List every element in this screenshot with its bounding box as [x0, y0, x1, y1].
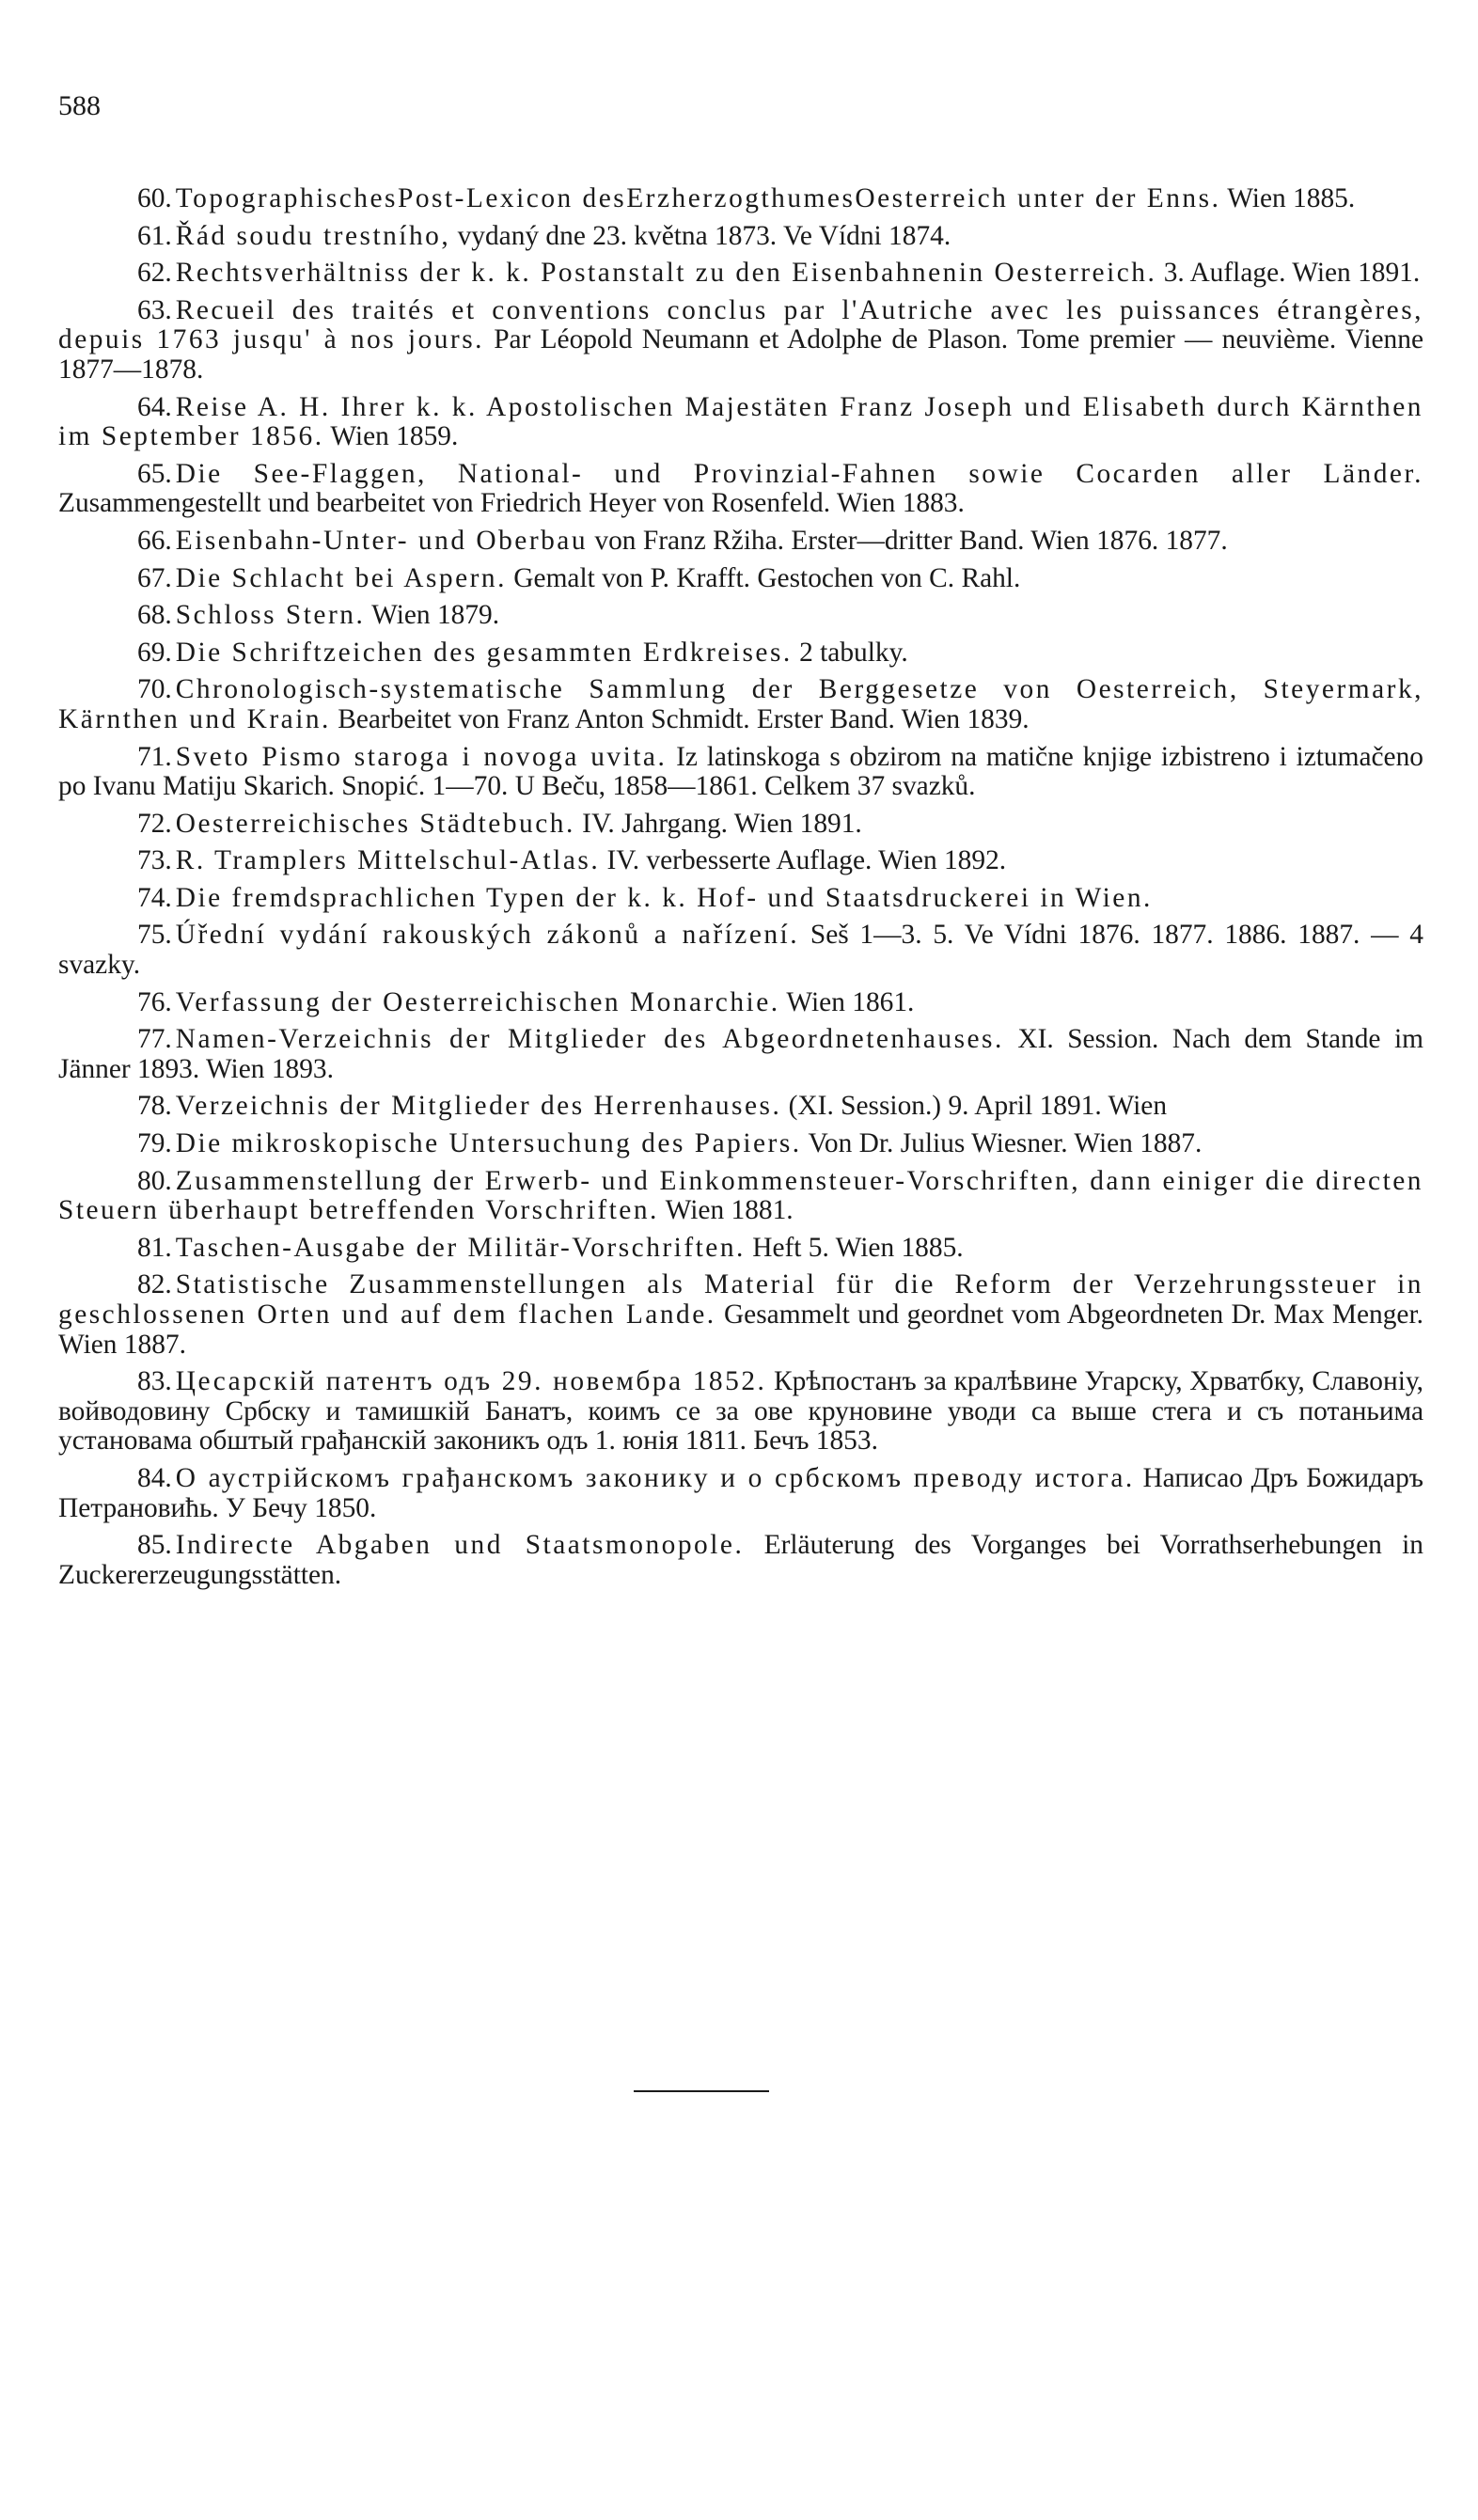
entry-title: Řád soudu trestního,	[175, 220, 451, 251]
entry-number: 60.	[137, 183, 172, 213]
entry-details: Erläuterung des Vorganges bei Vorrathserhebungen in Zuckererzeugungsstätten.	[58, 1530, 1423, 1590]
entry-details: Gesammelt und geordnet vom Abgeordneten Dr. Max Menger. Wien 1887.	[58, 1299, 1423, 1360]
entry-title: TopographischesPost-Lexicon desErzherzogthumesOesterreich unter der Enns.	[175, 183, 1221, 213]
entry-title: Die See-Flaggen, National- und Provinzial-Fahnen sowie Cocarden aller Länder.	[175, 458, 1423, 489]
list-item	[58, 222, 1423, 252]
entry-details: 2 tabulky.	[792, 637, 908, 668]
entry-details: XI. Session. Nach dem Stande im Jänner 1893. Wien 1893.	[58, 1024, 1423, 1084]
entry-title: Sveto Pismo staroga i novoga uvita.	[175, 741, 668, 772]
entry-title: Indirecte Abgaben und Staatsmonopole.	[175, 1530, 745, 1561]
entry-details: (XI. Session.) 9. April 1891. Wien	[781, 1091, 1168, 1122]
entry-title: Namen-Verzeichnis der Mitglieder des Abgeordnetenhauses.	[175, 1024, 1004, 1055]
entry-number: 75.	[137, 920, 172, 951]
entry-number: 83.	[137, 1366, 172, 1397]
entry-title: Die fremdsprachlichen Typen der k. k. Hof- und Staatsdruckerei in Wien.	[175, 882, 1153, 913]
entry-details: Gemalt von P. Krafft. Gestochen von C. Rahl.	[506, 562, 1021, 593]
entry-title: Verzeichnis der Mitglieder des Herrenhauses.	[175, 1091, 782, 1122]
entry-title: О аустрійскомъ грађанскомъ законику и о србскомъ преводу истога.	[175, 1462, 1135, 1493]
list-item	[58, 601, 1423, 631]
list-item	[58, 675, 1423, 734]
entry-details: IV. Jahrgang. Wien 1891.	[574, 808, 862, 839]
entry-details: Iz latinskoga s obzirom na matične knjige izbistreno i iztumačeno po Ivanu Matiju Skarich. Snopić. 1—70. U Beču, 1858—1861. Celkem 37 svazků.	[58, 741, 1423, 802]
entry-details: Написао Дръ Божидаръ Петрановићь. У Бечу 1850.	[58, 1462, 1423, 1523]
entry-number: 67.	[137, 562, 172, 593]
entry-number: 80.	[137, 1165, 172, 1196]
entry-number: 85.	[137, 1530, 172, 1561]
entry-title: Úřední vydání rakouských zákonů a nařízení.	[175, 920, 800, 951]
list-item	[58, 884, 1423, 914]
entry-number: 63.	[137, 294, 172, 325]
entry-details: Seš 1—3. 5. Ve Vídni 1876. 1877. 1886. 1887. — 4 svazky.	[58, 920, 1423, 981]
list-item	[58, 1025, 1423, 1084]
bibliography-list	[58, 184, 1423, 1598]
list-item	[58, 1531, 1423, 1590]
list-item	[58, 846, 1423, 876]
list-item	[58, 1234, 1423, 1264]
entry-details: Wien 1885.	[1220, 183, 1356, 213]
page-number: 588	[58, 90, 101, 121]
entry-title: Schloss Stern.	[175, 600, 366, 631]
entry-details: vydaný dne 23. května 1873. Ve Vídni 1874.	[450, 220, 951, 251]
entry-number: 73.	[137, 845, 172, 876]
entry-details: 3. Auflage. Wien 1891.	[1156, 258, 1421, 289]
entry-number: 71.	[137, 741, 172, 772]
entry-number: 79.	[137, 1128, 172, 1159]
entry-number: 78.	[137, 1091, 172, 1122]
entry-title: Цесарскій патентъ одъ 29. новембра 1852.	[175, 1366, 767, 1397]
entry-number: 68.	[137, 600, 172, 631]
entry-title: Statistische Zusammenstellungen als Material für die Reform der Verzehrungssteuer in geschlossenen Orten und auf dem flachen Lande.	[58, 1269, 1423, 1330]
entry-details: Par Léopold Neumann et Adolphe de Plason. Tome premier — neuvième. Vienne 1877—1878.	[58, 324, 1423, 385]
entry-details: Wien 1881.	[658, 1195, 794, 1226]
list-item	[58, 988, 1423, 1018]
list-item	[58, 1270, 1423, 1360]
entry-details: von Franz Ržiha. Erster—dritter Band. Wien 1876. 1877.	[588, 525, 1228, 556]
list-item	[58, 296, 1423, 386]
entry-details: IV. verbesserte Auflage. Wien 1892.	[600, 845, 1007, 876]
entry-number: 65.	[137, 458, 172, 489]
list-item	[58, 460, 1423, 519]
entry-number: 81.	[137, 1232, 172, 1263]
entry-title: Zusammenstellung der Erwerb- und Einkommensteuer-Vorschriften, dann einiger die directen Steuern überhaupt betreffenden Vorschriften.	[58, 1165, 1423, 1226]
entry-number: 62.	[137, 258, 172, 289]
entry-details: Wien 1861.	[779, 986, 915, 1017]
entry-number: 77.	[137, 1024, 172, 1055]
list-item	[58, 259, 1423, 289]
entry-number: 69.	[137, 637, 172, 668]
end-divider	[634, 2090, 769, 2092]
list-item	[58, 810, 1423, 840]
list-item	[58, 527, 1423, 557]
entry-details: Zusammengestellt und bearbeitet von Friedrich Heyer von Rosenfeld. Wien 1883.	[58, 488, 965, 519]
entry-title: Verfassung der Oesterreichischen Monarchie.	[175, 986, 780, 1017]
list-item	[58, 1367, 1423, 1457]
entry-details: Von Dr. Julius Wiesner. Wien 1887.	[801, 1128, 1203, 1159]
entry-title: Taschen-Ausgabe der Militär-Vorschriften.	[175, 1232, 746, 1263]
entry-title: Oesterreichisches Städtebuch.	[175, 808, 575, 839]
entry-title: Die Schlacht bei Aspern.	[175, 562, 507, 593]
entry-title: Recueil des traités et conventions conclus par l'Autriche avec les puissances étrangères, depuis 1763 jusqu' à nos jours.	[58, 294, 1423, 355]
list-item	[58, 638, 1423, 669]
list-item	[58, 921, 1423, 980]
entry-number: 74.	[137, 882, 172, 913]
entry-title: Die Schriftzeichen des gesammten Erdkreises.	[175, 637, 793, 668]
list-item	[58, 184, 1423, 214]
entry-details: Wien 1859.	[323, 421, 459, 452]
entry-details: Крѣпостанъ за кралѣвине Угарску, Хрватбку, Славоніу, войводовину Србску и тамишкій Банатъ, коимъ се за ове круновине уводи са выше стега и съ потаньима установама обштый грађанскій законикъ одъ 1. юнія 1811. Бечъ 1853.	[58, 1366, 1423, 1457]
entry-number: 64.	[137, 391, 172, 422]
list-item	[58, 564, 1423, 594]
entry-number: 82.	[137, 1269, 172, 1300]
entry-title: R. Tramplers Mittelschul-Atlas.	[175, 845, 601, 876]
entry-number: 61.	[137, 220, 172, 251]
entry-details: Bearbeitet von Franz Anton Schmidt. Erster Band. Wien 1839.	[330, 703, 1030, 734]
entry-details: Wien 1879.	[365, 600, 500, 631]
entry-title: Chronologisch-systematische Sammlung der Berggesetze von Oesterreich, Steyermark, Kärnthen und Krain.	[58, 674, 1423, 734]
list-item	[58, 743, 1423, 802]
entry-number: 84.	[137, 1462, 172, 1493]
entry-title: Eisenbahn-Unter- und Oberbau	[175, 525, 589, 556]
list-item	[58, 1129, 1423, 1159]
entry-number: 72.	[137, 808, 172, 839]
entry-number: 76.	[137, 986, 172, 1017]
list-item	[58, 393, 1423, 452]
entry-number: 70.	[137, 674, 172, 705]
entry-number: 66.	[137, 525, 172, 556]
entry-title: Reise A. H. Ihrer k. k. Apostolischen Majestäten Franz Joseph und Elisabeth durch Kärnthen im September 1856.	[58, 391, 1423, 452]
list-item	[58, 1092, 1423, 1122]
entry-title: Rechtsverhältniss der k. k. Postanstalt zu den Eisenbahnenin Oesterreich.	[175, 258, 1157, 289]
entry-details: Heft 5. Wien 1885.	[745, 1232, 964, 1263]
list-item	[58, 1464, 1423, 1523]
list-item	[58, 1167, 1423, 1226]
entry-title: Die mikroskopische Untersuchung des Papiers.	[175, 1128, 802, 1159]
